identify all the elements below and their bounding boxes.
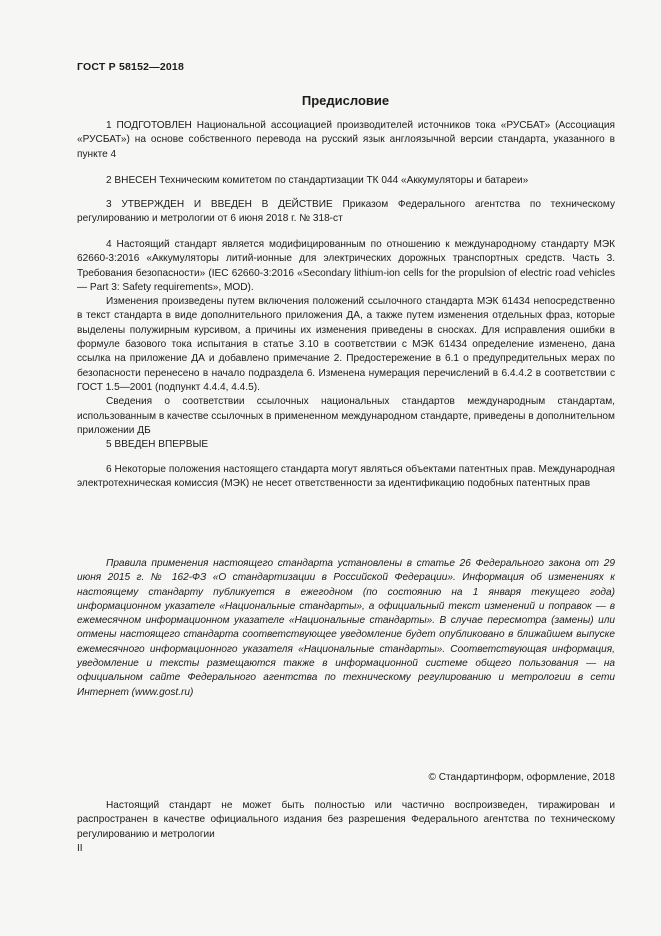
item-2 — [77, 174, 615, 188]
page-number: II — [77, 843, 83, 854]
item-6 — [77, 463, 615, 492]
item-2-text: 2 ВНЕСЕН Техническим комитетом по стандартизации ТК 044 «Аккумуляторы и батареи» — [106, 175, 529, 186]
item-1 — [77, 119, 615, 162]
item-1-text: 1 ПОДГОТОВЛЕН Национальной ассоциацией производителей источников тока «РУСБАТ» (Ассоциация «РУСБАТ») на основе собственного перевода на русский язык англоязычной версии стандарта, указанного в пункте 4 — [77, 120, 615, 160]
item-3-text: 3 УТВЕРЖДЕН И ВВЕДЕН В ДЕЙСТВИЕ Приказом Федерального агентства по техническому регулированию и метрологии от 6 июня 2018 г. № 318-ст — [77, 199, 615, 225]
item-5 — [77, 438, 615, 452]
reproduction-notice — [77, 799, 615, 842]
item-4-changes: Изменения произведены путем включения положений ссылочного стандарта МЭК 61434 непосредственно в текст стандарта в виде дополнительного приложения ДА, а также путем изменения отдельных фраз, которые выделены полужирным курсивом, а причины их изменения приведены в сносках. Для исправления ошибки в формуле базового тока испытания в статье 3.10 в соответствии с МЭК 61434 определение изменено, дана ссылка на приложение ДА и добавлено примечание 2. Предостережение в 6.1 о предупредительных мерах по безопасности перенесено в начало подраздела 6. Изменена нумерация перечислений в 6.4.4.2 в соответствии с ГОСТ 1.5—2001 (подпункт 4.4.4, 4.4.5). — [77, 296, 615, 393]
page-title: Предисловие — [301, 93, 390, 108]
reproduction-notice-text: Настоящий стандарт не может быть полностью или частично воспроизведен, тиражирован и распространен в качестве официального издания без разрешения Федерального агентства по техническому регулированию и метрологии — [77, 800, 615, 840]
item-4-references: Сведения о соответствии ссылочных национальных стандартов международным стандартам, использованным в качестве ссылочных в примененном международном стандарте, приведены в дополнительном приложении ДБ — [77, 396, 615, 436]
copyright: © Стандартинформ, оформление, 2018 — [428, 772, 615, 783]
rules-note — [77, 557, 615, 700]
item-4-text: 4 Настоящий стандарт является модифицированным по отношению к международному стандарту МЭК 62660-3:2016 «Аккумуляторы литий-ионные для электрических дорожных транспортных средств. Часть 3. Требования безопасности» (IEC 62660-3:2016 «Secondary lithium-ion cells for the propulsion of electric road vehicles — Part 3: Safety requirements», MOD). — [77, 239, 615, 293]
rules-note-text: Правила применения настоящего стандарта установлены в статье 26 Федерального закона от 29 июня 2015 г. № 162-ФЗ «О стандартизации в Российской Федерации». Информация об изменениях к настоящему стандарту публикуется в ежегодном (по состоянию на 1 января текущего года) информационном указателе «Национальные стандарты», а официальный текст изменений и поправок — в ежемесячном информационном указателе «Национальные стандарты». В случае пересмотра (замены) или отмены настоящего стандарта соответствующее уведомление будет опубликовано в ближайшем выпуске ежемесячного информационного указателя «Национальные стандарты». Соответствующая информация, уведомление и тексты размещаются также в информационной системе общего пользования — на официальном сайте Федерального агентства по техническому регулированию и метрологии в сети Интернет (www.gost.ru) — [77, 558, 615, 698]
document-code: ГОСТ Р 58152—2018 — [77, 61, 185, 73]
item-5-text: 5 ВВЕДЕН ВПЕРВЫЕ — [106, 439, 209, 450]
item-4 — [77, 238, 615, 438]
item-6-text: 6 Некоторые положения настоящего стандарта могут являться объектами патентных прав. Международная электротехническая комиссия (МЭК) не несет ответственности за идентификацию подобных патентных прав — [77, 464, 615, 490]
item-3 — [77, 198, 615, 227]
